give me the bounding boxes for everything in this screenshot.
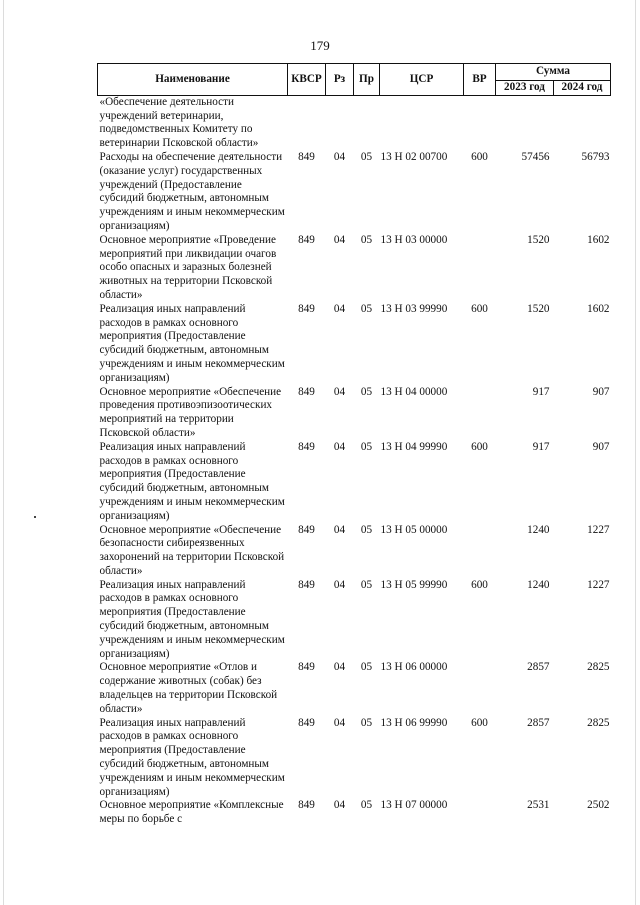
row-amount-2024: 1227 xyxy=(587,578,610,591)
table-row xyxy=(98,661,611,716)
header-sum: Сумма xyxy=(496,64,611,81)
row-amount-2023: 917 xyxy=(532,440,550,453)
page-number: 179 xyxy=(310,38,330,53)
row-rz: 04 xyxy=(333,440,346,453)
row-pr: 05 xyxy=(360,440,373,453)
row-pr: 05 xyxy=(360,233,373,246)
table-row xyxy=(98,717,611,800)
header-name: Наименование xyxy=(98,64,288,96)
row-vr: 600 xyxy=(471,440,488,453)
table-row xyxy=(98,386,611,441)
row-pr: 05 xyxy=(360,302,373,315)
row-csr: 13 Н 06 99990 xyxy=(380,716,448,729)
row-amount-2023: 1520 xyxy=(527,302,550,315)
row-amount-2023: 917 xyxy=(532,385,550,398)
row-amount-2023: 1240 xyxy=(527,578,550,591)
header-rz: Рз xyxy=(326,64,354,96)
row-vr xyxy=(464,661,496,716)
row-amount-2024: 56793 xyxy=(581,150,610,163)
scan-edge-right xyxy=(635,0,636,905)
row-name: Реализация иных направлений расходов в рамках основного мероприятия (Предоставление субсидий бюджетным, автономным учреждениям и иным некоммерческим организациям) xyxy=(99,716,285,798)
row-csr: 13 Н 03 99990 xyxy=(380,302,448,315)
row-vr: 600 xyxy=(471,578,488,591)
row-vr xyxy=(464,234,496,303)
header-year-2024: 2024 год xyxy=(554,81,611,96)
row-kvsr: 849 xyxy=(298,385,315,398)
row-csr: 13 Н 05 00000 xyxy=(380,523,448,536)
row-amount-2023 xyxy=(496,95,554,151)
row-amount-2023: 2857 xyxy=(527,661,550,674)
row-kvsr: 849 xyxy=(298,440,315,453)
row-vr xyxy=(464,95,496,151)
table-row xyxy=(98,524,611,579)
row-csr: 13 Н 04 99990 xyxy=(380,440,448,453)
row-amount-2023: 57456 xyxy=(521,150,550,163)
table-row xyxy=(98,234,611,303)
row-pr: 05 xyxy=(360,385,373,398)
header-year-2023: 2023 год xyxy=(496,81,554,96)
row-amount-2024: 1602 xyxy=(587,233,610,246)
row-vr xyxy=(464,524,496,579)
table-row xyxy=(98,95,611,151)
row-kvsr: 849 xyxy=(298,302,315,315)
row-amount-2024: 907 xyxy=(592,440,610,453)
row-rz: 04 xyxy=(333,716,346,729)
row-pr: 05 xyxy=(360,799,373,812)
row-vr xyxy=(464,386,496,441)
row-name: Основное мероприятие «Комплексные меры по борьбе с xyxy=(99,799,284,826)
row-csr: 13 Н 02 00700 xyxy=(380,150,448,163)
table-row xyxy=(98,151,611,234)
row-rz: 04 xyxy=(333,523,346,536)
row-amount-2024 xyxy=(554,95,611,151)
row-csr: 13 Н 07 00000 xyxy=(380,799,448,812)
row-amount-2023: 2857 xyxy=(527,716,550,729)
row-rz xyxy=(326,95,354,151)
row-amount-2023: 2531 xyxy=(527,799,550,812)
header-csr: ЦСР xyxy=(380,64,464,96)
row-amount-2024: 2825 xyxy=(587,716,610,729)
row-name: Основное мероприятие «Отлов и содержание животных (собак) без владельцев на территории Псковской области» xyxy=(99,661,278,715)
row-kvsr: 849 xyxy=(298,523,315,536)
row-pr: 05 xyxy=(360,661,373,674)
row-pr: 05 xyxy=(360,523,373,536)
row-csr: 13 Н 04 00000 xyxy=(380,385,448,398)
row-pr: 05 xyxy=(360,150,373,163)
row-kvsr: 849 xyxy=(298,799,315,812)
row-kvsr: 849 xyxy=(298,716,315,729)
row-kvsr: 849 xyxy=(298,661,315,674)
table-body xyxy=(98,95,611,827)
row-amount-2024: 2502 xyxy=(587,799,610,812)
table-row xyxy=(98,799,611,827)
row-name: Реализация иных направлений расходов в рамках основного мероприятия (Предоставление субсидий бюджетным, автономным учреждениям и иным некоммерческим организациям) xyxy=(99,440,285,522)
row-name: Основное мероприятие «Обеспечение безопасности сибиреязвенных захоронений на территории Псковской области» xyxy=(99,523,285,577)
table-row xyxy=(98,441,611,524)
row-kvsr: 849 xyxy=(298,578,315,591)
row-amount-2024: 1227 xyxy=(587,523,610,536)
row-pr xyxy=(354,95,380,151)
scan-speck xyxy=(34,516,36,518)
row-name: Реализация иных направлений расходов в рамках основного мероприятия (Предоставление субсидий бюджетным, автономным учреждениям и иным некоммерческим организациям) xyxy=(99,302,285,384)
row-rz: 04 xyxy=(333,150,346,163)
row-name: Основное мероприятие «Обеспечение проведения противоэпизоотических мероприятий на территории Псковской области» xyxy=(99,385,282,439)
row-name: Расходы на обеспечение деятельности (оказание услуг) государственных учреждений (Предоставление субсидий бюджетным, автономным учреждениям и иным некоммерческим организациям) xyxy=(99,150,285,232)
row-csr: 13 Н 05 99990 xyxy=(380,578,448,591)
row-rz: 04 xyxy=(333,661,346,674)
row-rz: 04 xyxy=(333,233,346,246)
scan-edge-left xyxy=(3,0,4,905)
row-name: Основное мероприятие «Проведение мероприятий при ликвидации очагов особо опасных и заразных болезней животных на территории Псковской области» xyxy=(99,233,277,301)
row-rz: 04 xyxy=(333,578,346,591)
row-amount-2024: 907 xyxy=(592,385,610,398)
row-amount-2024: 1602 xyxy=(587,302,610,315)
row-kvsr: 849 xyxy=(298,150,315,163)
row-vr: 600 xyxy=(471,302,488,315)
row-name: «Обеспечение деятельности учреждений ветеринарии, подведомственных Комитету по ветеринарии Псковской области» xyxy=(99,95,259,150)
row-rz: 04 xyxy=(333,385,346,398)
table-row xyxy=(98,303,611,386)
row-rz: 04 xyxy=(333,799,346,812)
row-kvsr: 849 xyxy=(298,233,315,246)
row-amount-2023: 1240 xyxy=(527,523,550,536)
header-pr: Пр xyxy=(354,64,380,96)
header-vr: ВР xyxy=(464,64,496,96)
budget-table xyxy=(97,63,611,827)
row-amount-2023: 1520 xyxy=(527,233,550,246)
row-kvsr xyxy=(288,95,326,151)
row-pr: 05 xyxy=(360,716,373,729)
row-pr: 05 xyxy=(360,578,373,591)
row-csr: 13 Н 06 00000 xyxy=(380,661,448,674)
row-vr xyxy=(464,799,496,827)
row-vr: 600 xyxy=(471,716,488,729)
row-name: Реализация иных направлений расходов в рамках основного мероприятия (Предоставление субсидий бюджетным, автономным учреждениям и иным некоммерческим организациям) xyxy=(99,578,285,660)
header-kvsr: КВСР xyxy=(288,64,326,96)
row-csr xyxy=(380,95,464,151)
table-header xyxy=(98,64,611,96)
row-csr: 13 Н 03 00000 xyxy=(380,233,448,246)
table-row xyxy=(98,579,611,662)
row-vr: 600 xyxy=(471,150,488,163)
row-rz: 04 xyxy=(333,302,346,315)
row-amount-2024: 2825 xyxy=(587,661,610,674)
